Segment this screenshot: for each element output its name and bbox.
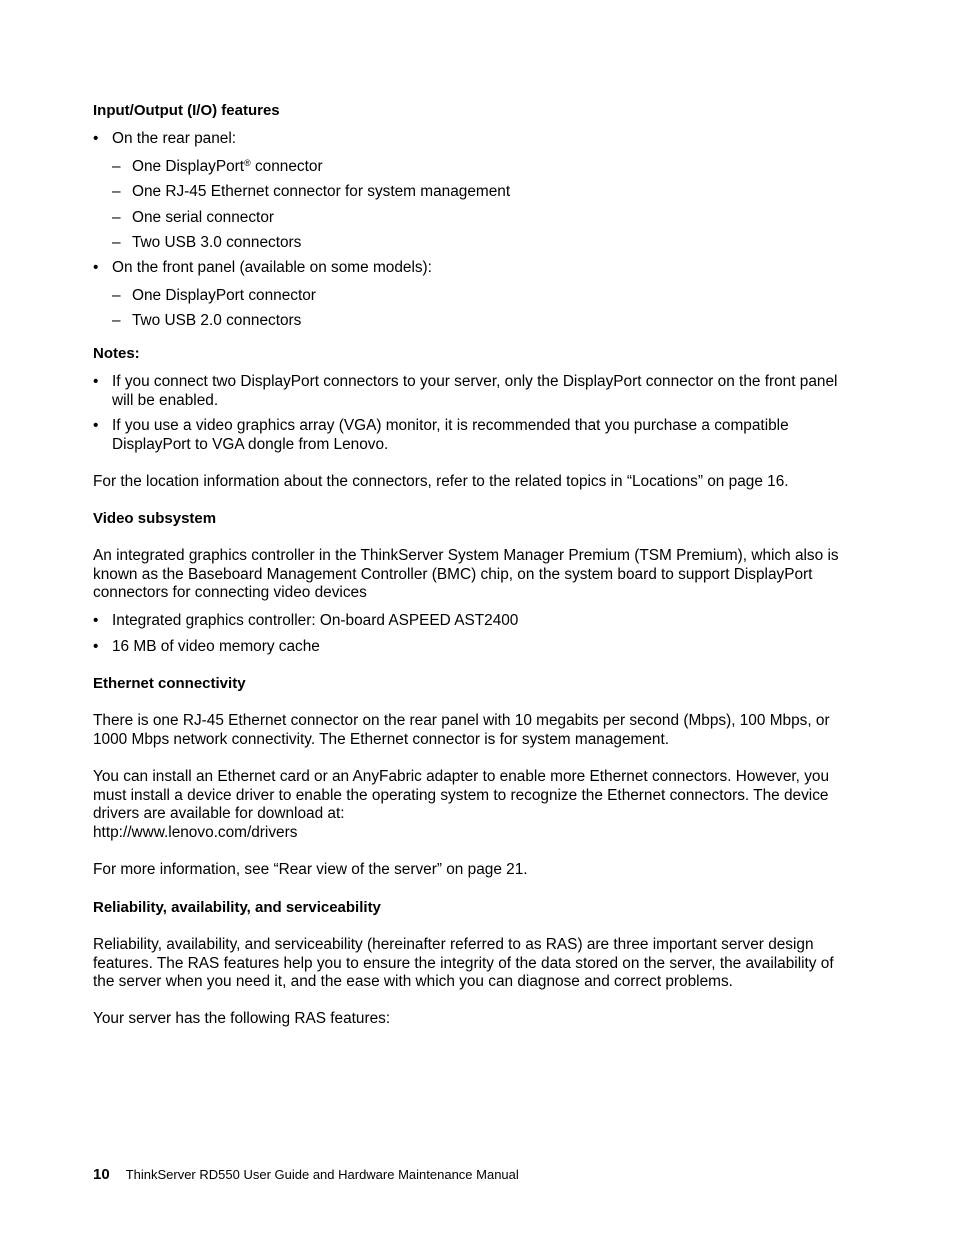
page-footer: [93, 1166, 519, 1184]
video-subsystem-heading: Video subsystem: [93, 510, 217, 527]
bullet-icon: •: [93, 612, 99, 629]
page-number: 10: [93, 1166, 110, 1183]
ras-paragraph-2: Your server has the following RAS features:: [93, 1010, 391, 1027]
video-memory-item: 16 MB of video memory cache: [112, 638, 320, 655]
rear-usb3-item: Two USB 3.0 connectors: [132, 234, 302, 251]
video-intro-paragraph: An integrated graphics controller in the ThinkServer System Manager Premium (TSM Premium), which also is known as the Baseboard Management Controller (BMC) chip, on the system board to support DisplayPort connectors for connecting video devices: [93, 547, 839, 602]
ras-heading: Reliability, availability, and serviceability: [93, 899, 381, 916]
front-usb2-item: Two USB 2.0 connectors: [132, 312, 302, 329]
dash-icon: –: [112, 183, 121, 200]
drivers-link[interactable]: http://www.lenovo.com/drivers: [93, 824, 298, 841]
rear-panel-label: On the rear panel:: [112, 130, 237, 147]
ethernet-more-info: For more information, see “Rear view of the server” on page 21.: [93, 861, 528, 878]
rear-displayport-item: [132, 158, 323, 177]
displayport-text: One DisplayPort: [132, 158, 245, 175]
video-controller-item: Integrated graphics controller: On-board ASPEED AST2400: [112, 612, 519, 629]
location-info-paragraph: For the location information about the connectors, refer to the related topics in “Locations” on page 16.: [93, 473, 789, 490]
connector-text: connector: [250, 158, 323, 175]
rear-rj45-item: One RJ-45 Ethernet connector for system management: [132, 183, 511, 200]
notes-heading: Notes:: [93, 345, 140, 362]
front-displayport-item: One DisplayPort connector: [132, 287, 316, 304]
dash-icon: –: [112, 158, 121, 175]
note-displayport: If you connect two DisplayPort connectors to your server, only the DisplayPort connector on the front panel will be enabled.: [112, 373, 838, 409]
front-panel-label: On the front panel (available on some models):: [112, 259, 432, 276]
dash-icon: –: [112, 287, 121, 304]
ras-paragraph-1: Reliability, availability, and serviceability (hereinafter referred to as RAS) are three important server design features. The RAS features help you to ensure the integrity of the data stored on the server, the availability of the server when you need it, and the ease with which you can diagnose and correct problems.: [93, 936, 834, 991]
dash-icon: –: [112, 209, 121, 226]
dash-icon: –: [112, 312, 121, 329]
bullet-icon: •: [93, 259, 99, 276]
ethernet-paragraph-2: You can install an Ethernet card or an AnyFabric adapter to enable more Ethernet connectors. However, you must install a device driver to enable the operating system to recognize the Ethernet connectors. The device drivers are available for download at:: [93, 768, 830, 823]
bullet-icon: •: [93, 638, 99, 655]
rear-serial-item: One serial connector: [132, 209, 275, 226]
ethernet-heading: Ethernet connectivity: [93, 675, 246, 692]
io-features-heading: Input/Output (I/O) features: [93, 102, 280, 119]
registered-mark: ®: [244, 158, 251, 168]
bullet-icon: •: [93, 417, 99, 434]
ethernet-paragraph-1: There is one RJ-45 Ethernet connector on the rear panel with 10 megabits per second (Mbps), 100 Mbps, or 1000 Mbps network connectivity. The Ethernet connector is for system management.: [93, 712, 830, 748]
bullet-icon: •: [93, 373, 99, 390]
note-vga: If you use a video graphics array (VGA) monitor, it is recommended that you purchase a compatible DisplayPort to VGA dongle from Lenovo.: [112, 417, 789, 453]
bullet-icon: •: [93, 130, 99, 147]
dash-icon: –: [112, 234, 121, 251]
manual-title: ThinkServer RD550 User Guide and Hardware Maintenance Manual: [125, 1167, 519, 1182]
